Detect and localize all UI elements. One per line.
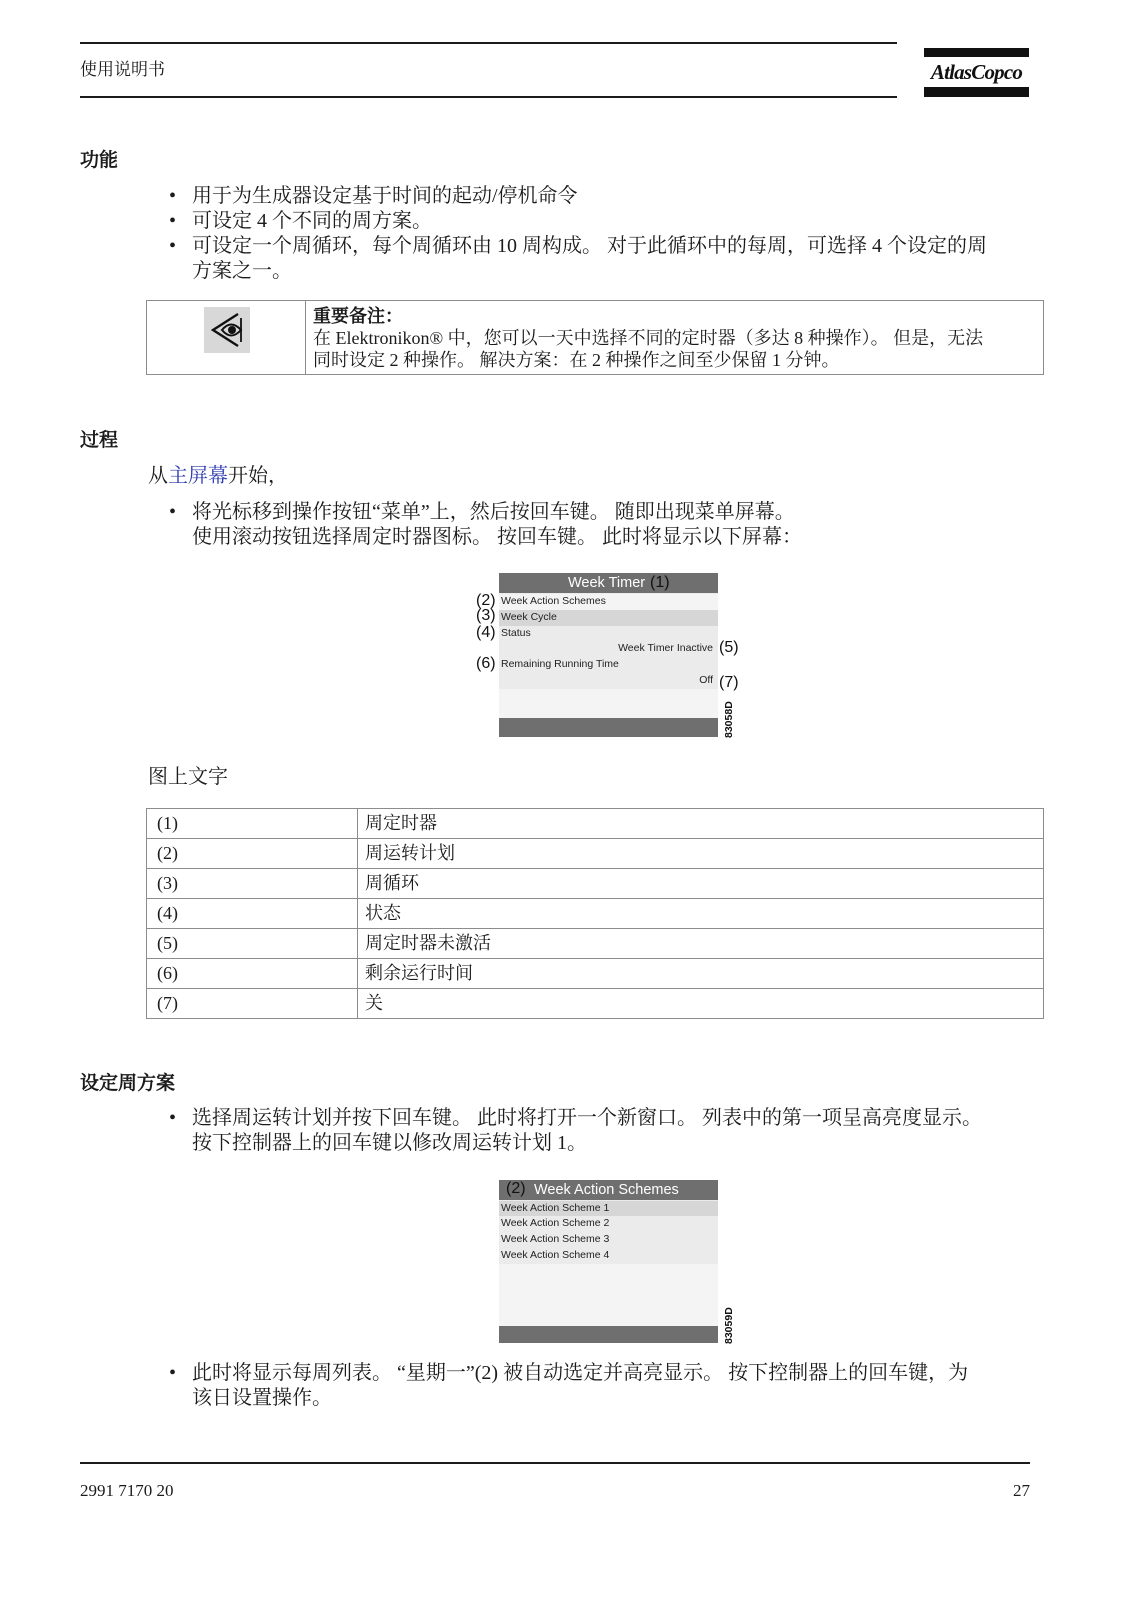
- note-line: 同时设定 2 种操作。 解决方案：在 2 种操作之间至少保留 1 分钟。: [313, 350, 840, 370]
- bullet-line: 方案之一。: [192, 259, 292, 282]
- table-row: [147, 809, 1043, 839]
- eye-note-icon: [204, 307, 250, 353]
- bullet-line: 此时将显示每周列表。 “星期一”(2) 被自动选定并高亮显示。 按下控制器上的回车键，为: [192, 1362, 969, 1384]
- screen-menu-item-label: Week Action Schemes: [501, 595, 606, 607]
- atlas-copco-logo: [924, 48, 1029, 97]
- legend-key: (5): [157, 933, 178, 953]
- bullet-line: 使用滚动按钮选择周定时器图标。 按回车键。 此时将显示以下屏幕：: [192, 525, 802, 548]
- bullet-dot: •: [169, 235, 177, 257]
- screen-title: Week Timer: [568, 575, 646, 591]
- document-number: 2991 7170 20: [80, 1481, 174, 1500]
- bullet-dot: •: [169, 1107, 177, 1129]
- eye-note-icon-graphic: [204, 307, 250, 353]
- bullet-line: 该日设置操作。: [192, 1386, 332, 1409]
- intro-text-before: 从: [148, 465, 168, 487]
- screen-menu-item-label: Status: [501, 626, 531, 639]
- bullet-line: 用于为生成器设定基于时间的起动/停机命令: [192, 185, 578, 207]
- table-row: [147, 869, 1043, 899]
- legend-value: 周定时器未激活: [365, 933, 491, 953]
- logo-top-bar: [924, 48, 1029, 57]
- week-action-schemes-screen: [499, 1180, 718, 1343]
- screen-menu-item-label: Week Cycle: [501, 610, 557, 623]
- screen-menu-value-label: Week Timer Inactive: [618, 642, 713, 655]
- bullet-dot: •: [169, 210, 177, 232]
- screen-title: Week Action Schemes: [534, 1182, 679, 1198]
- figure-code: 83059D: [723, 1307, 735, 1344]
- table-row: [147, 959, 1043, 989]
- header-bottom-rule: [80, 96, 897, 98]
- note-title: 重要备注：: [313, 306, 403, 326]
- logo-bottom-bar: [924, 87, 1029, 97]
- legend-value: 剩余运行时间: [365, 963, 473, 983]
- legend-key: (3): [157, 873, 178, 893]
- function-heading: 功能: [80, 149, 119, 171]
- bullet-line: 可设定一个周循环，每个周循环由 10 周构成。 对于此循环中的每周，可选择 4 个设定的周: [192, 235, 987, 257]
- legend-heading: 图上文字: [148, 766, 228, 788]
- bullet-line: 按下控制器上的回车键以修改周运转计划 1。: [192, 1131, 587, 1154]
- schemes-bullet-1: [169, 1106, 982, 1155]
- table-row: [147, 899, 1043, 929]
- note-line: 在 Elektronikon® 中，您可以一天中选择不同的定时器（多达 8 种操作）。 但是，无法: [313, 328, 984, 348]
- note-divider: [305, 301, 306, 374]
- legend-key: (6): [157, 963, 178, 983]
- function-bullet-3: [169, 234, 987, 283]
- schemes-heading: 设定周方案: [80, 1072, 176, 1094]
- footer-rule: [80, 1462, 1030, 1464]
- legend-key: (2): [157, 843, 178, 863]
- screen-menu-item: [499, 657, 718, 673]
- bullet-line: 可设定 4 个不同的周方案。: [192, 210, 432, 232]
- bullet-line: 选择周运转计划并按下回车键。 此时将打开一个新窗口。 列表中的第一项呈高亮度显示。: [192, 1107, 982, 1129]
- legend-value: 周运转计划: [365, 843, 455, 863]
- process-heading: 过程: [80, 429, 119, 451]
- table-row: [147, 989, 1043, 1018]
- legend-value: 状态: [365, 903, 401, 923]
- legend-key: (1): [157, 813, 178, 833]
- legend-table: [146, 808, 1044, 1019]
- screen-menu-item-label: Week Action Scheme 1: [501, 1201, 610, 1214]
- note-text: [313, 305, 983, 371]
- legend-key: (7): [157, 993, 178, 1013]
- bullet-dot: •: [169, 501, 177, 523]
- screen-menu-item: [499, 1232, 718, 1248]
- main-screen-link[interactable]: 主屏幕: [168, 465, 228, 487]
- screen-menu-item: [499, 1248, 718, 1264]
- figure-callout: (2): [506, 1180, 526, 1197]
- screen-menu-value-label: Off: [699, 674, 713, 686]
- table-row: [147, 839, 1043, 869]
- function-bullet-1: [169, 184, 578, 209]
- figure-callout: (7): [719, 674, 739, 691]
- process-intro: [148, 464, 288, 488]
- schemes-bullet-2: [169, 1361, 968, 1410]
- table-row: [147, 929, 1043, 959]
- figure-callout: (4): [476, 624, 496, 641]
- screen-menu-item: [499, 594, 718, 610]
- screen-menu-item: [499, 1201, 718, 1217]
- intro-text-after: 开始，: [228, 465, 288, 487]
- legend-key: (4): [157, 903, 178, 923]
- header-top-rule: [80, 42, 897, 44]
- screen-menu-item: [499, 610, 718, 626]
- important-note-box: [146, 300, 1044, 375]
- screen-menu-item-label: Week Action Scheme 2: [501, 1217, 610, 1230]
- figure-callout: (2): [476, 592, 496, 609]
- figure-callout: (3): [476, 607, 496, 624]
- page-number: 27: [1013, 1481, 1030, 1500]
- screen-menu-item-label: Week Action Scheme 3: [501, 1233, 610, 1246]
- figure-code: 83058D: [723, 701, 735, 738]
- week-timer-screen: [499, 573, 718, 737]
- screen-empty-area: [499, 1264, 718, 1326]
- icon-eye-pupil: [228, 326, 236, 334]
- screen-menu-value: [499, 673, 718, 689]
- screen-menu-item-label: Week Action Scheme 4: [501, 1248, 610, 1261]
- figure-callout: (1): [650, 574, 670, 591]
- bullet-line: 将光标移到操作按钮“菜单”上，然后按回车键。 随即出现菜单屏幕。: [192, 501, 795, 523]
- bullet-dot: •: [169, 1362, 177, 1384]
- process-bullet: [169, 500, 802, 549]
- logo-text: AtlasCopco: [930, 60, 1023, 84]
- document-title: 使用说明书: [80, 60, 165, 79]
- bullet-dot: •: [169, 185, 177, 207]
- figure-callout: (6): [476, 655, 496, 672]
- screen-menu-value: [499, 641, 718, 657]
- function-bullet-2: [169, 209, 432, 234]
- screen-bottom-bar: [499, 1326, 718, 1343]
- screen-menu-item: [499, 626, 718, 642]
- screen-empty-area: [499, 689, 718, 718]
- figure-callout: (5): [719, 639, 739, 656]
- screen-menu-item-label: Remaining Running Time: [501, 658, 619, 671]
- legend-value: 周循环: [365, 873, 419, 893]
- screen-menu-item: [499, 1216, 718, 1232]
- legend-value: 关: [365, 993, 383, 1013]
- legend-value: 周定时器: [365, 813, 437, 833]
- screen-bottom-bar: [499, 718, 718, 737]
